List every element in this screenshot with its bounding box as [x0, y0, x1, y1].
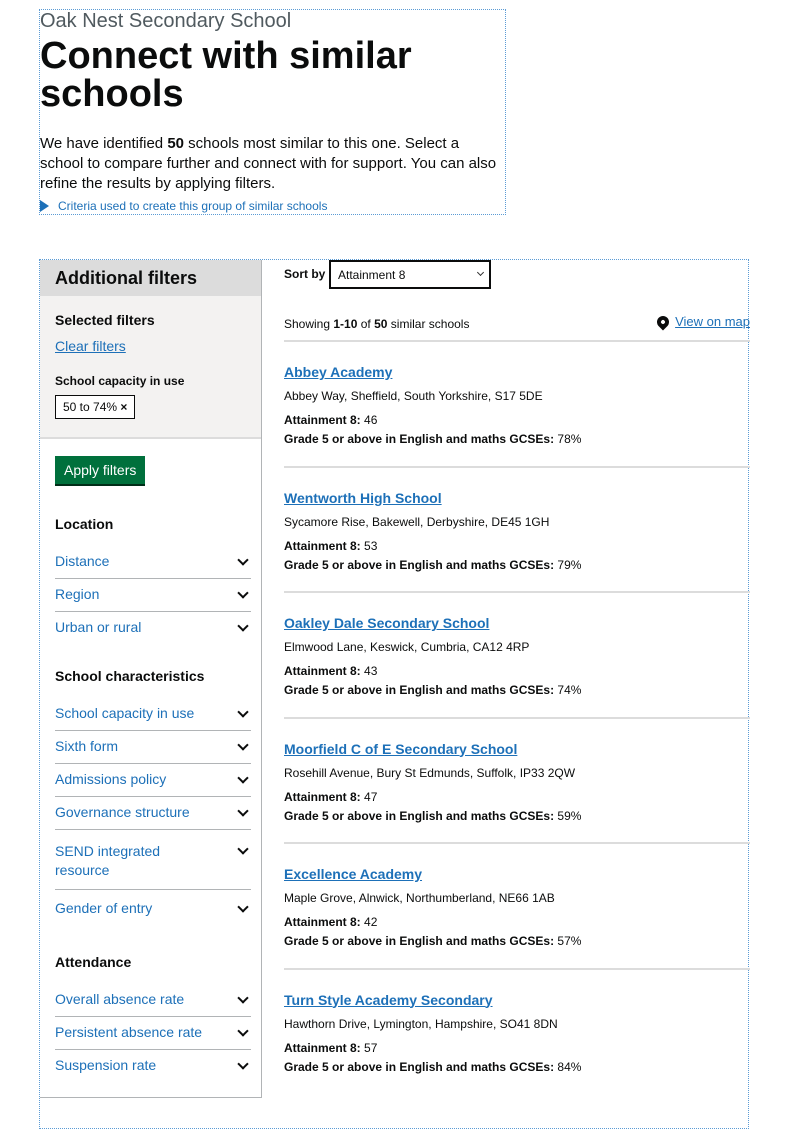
metric-value: 47: [364, 789, 378, 804]
metric-value: 42: [364, 915, 378, 929]
filter-sixth-form[interactable]: [55, 731, 251, 764]
filter-label: Suspension rate: [55, 1057, 157, 1073]
showing-post: similar schools: [387, 317, 470, 331]
filter-region[interactable]: [55, 579, 251, 612]
filter-label: Governance structure: [55, 804, 190, 820]
filter-label: Urban or rural: [55, 619, 142, 635]
triangle-right-icon: [40, 200, 49, 212]
filter-label: Persistent absence rate: [55, 1024, 203, 1040]
results-section: [39, 259, 749, 1129]
school-result: [284, 968, 750, 1094]
filters-title: Additional filters: [40, 260, 261, 296]
filter-label: Region: [55, 586, 100, 602]
intro-text: [40, 134, 505, 194]
filter-send[interactable]: [55, 830, 251, 890]
intro-count: 50: [167, 135, 184, 152]
filter-group-location: [55, 516, 251, 644]
chevron-down-icon: [237, 706, 248, 717]
filters-sidebar: [40, 260, 262, 1098]
filter-label: Overall absence rate: [55, 991, 185, 1007]
view-on-map[interactable]: [657, 314, 750, 329]
page-title: Connect with similar schools: [40, 35, 412, 115]
chevron-down-icon: [237, 901, 248, 912]
chevron-down-icon: [237, 587, 248, 598]
attainment-8: [284, 662, 750, 681]
chevron-down-icon: [237, 805, 248, 816]
school-result: [284, 466, 750, 592]
metric-label: Attainment 8:: [284, 538, 361, 553]
filter-label: Admissions policy: [55, 771, 167, 787]
school-list: [284, 340, 750, 1093]
metric-label: Grade 5 or above in English and maths GCSEs:: [284, 934, 555, 948]
view-on-map-link[interactable]: View on map: [675, 314, 750, 329]
school-name-link[interactable]: Abbey Academy: [284, 364, 393, 380]
chevron-down-icon: [237, 739, 248, 750]
metric-label: Grade 5 or above in English and maths GCSEs:: [284, 683, 555, 697]
filter-group-heading: Attendance: [55, 954, 132, 970]
showing-range: 1-10: [333, 317, 358, 331]
chevron-down-icon: [237, 620, 248, 631]
metric-label: Grade 5 or above in English and maths GCSEs:: [284, 1059, 555, 1074]
school-address: Sycamore Rise, Bakewell, Derbyshire, DE45 1GH: [284, 514, 550, 529]
metric-value: 78%: [557, 432, 582, 446]
attainment-8: [284, 788, 750, 807]
school-address: Rosehill Avenue, Bury St Edmunds, Suffolk, IP33 2QW: [284, 765, 576, 780]
attainment-8: [284, 411, 750, 430]
filter-persistent-absence[interactable]: [55, 1017, 251, 1050]
results-count: [284, 317, 469, 331]
selected-filters-heading: Selected filters: [55, 312, 155, 328]
metric-label: Attainment 8:: [284, 789, 361, 804]
metric-label: Attainment 8:: [284, 413, 361, 427]
filter-urban-rural[interactable]: [55, 612, 251, 644]
sort-label: Sort by: [284, 267, 326, 281]
filter-governance[interactable]: [55, 797, 251, 830]
filter-label: School capacity in use: [55, 705, 195, 721]
intro-pre: We have identified: [40, 135, 168, 152]
metric-value: 79%: [557, 557, 582, 572]
gcse-grade5: [284, 1058, 750, 1077]
school-address: Maple Grove, Alnwick, Northumberland, NE66 1AB: [284, 891, 555, 905]
school-name-link[interactable]: Turn Style Academy Secondary: [284, 991, 493, 1008]
filter-group-heading: Location: [55, 516, 114, 532]
filter-label: SEND integrated resource: [55, 843, 161, 878]
page-header: [39, 9, 506, 215]
school-caption: Oak Nest Secondary School: [40, 10, 292, 32]
school-address: Elmwood Lane, Keswick, Cumbria, CA12 4RP: [284, 640, 530, 654]
sort-value: Attainment 8: [338, 268, 406, 282]
apply-filters-button[interactable]: Apply filters: [55, 456, 145, 484]
chevron-down-icon: [237, 1058, 248, 1069]
chevron-down-icon: [477, 269, 484, 276]
attainment-8: [284, 1039, 750, 1058]
criteria-details-toggle[interactable]: [40, 199, 327, 213]
chevron-down-icon: [237, 1025, 248, 1036]
filter-distance[interactable]: [55, 546, 251, 579]
school-name-link[interactable]: Excellence Academy: [284, 866, 423, 882]
filter-admissions[interactable]: [55, 764, 251, 797]
metric-value: 84%: [557, 1059, 582, 1074]
filter-group-attendance: [55, 954, 251, 1082]
filter-group-characteristics: [55, 668, 251, 925]
gcse-grade5: [284, 556, 750, 575]
chevron-down-icon: [237, 554, 248, 565]
metric-value: 57: [364, 1040, 378, 1055]
metric-value: 59%: [557, 808, 582, 823]
attainment-8: [284, 913, 750, 932]
metric-value: 46: [364, 413, 378, 427]
school-name-link[interactable]: Wentworth High School: [284, 489, 442, 506]
tag-label: 50 to 74%: [63, 400, 118, 414]
filter-suspension[interactable]: [55, 1050, 251, 1082]
filter-label: Sixth form: [55, 738, 119, 754]
metric-label: Grade 5 or above in English and maths GCSEs:: [284, 557, 555, 572]
school-name-link[interactable]: Moorfield C of E Secondary School: [284, 740, 518, 757]
metric-value: 74%: [557, 683, 582, 697]
metric-label: Attainment 8:: [284, 664, 361, 678]
map-pin-icon: [655, 313, 672, 330]
chevron-down-icon: [237, 843, 248, 854]
filter-label: Distance: [55, 553, 110, 569]
filter-capacity[interactable]: [55, 698, 251, 731]
selected-filter-tag[interactable]: [55, 395, 135, 419]
school-name-link[interactable]: Oakley Dale Secondary School: [284, 615, 490, 631]
metric-label: Attainment 8:: [284, 1040, 361, 1055]
gcse-grade5: [284, 807, 750, 826]
criteria-details-label: Criteria used to create this group of similar schools: [58, 199, 328, 213]
intro-post: schools most similar to this one. Select a school to compare further and connect with for support. You can also refine the results by applying filters.: [40, 135, 497, 192]
school-result: [284, 717, 750, 843]
close-icon: ×: [120, 400, 128, 414]
showing-of: of: [357, 317, 375, 331]
school-result: [284, 591, 750, 717]
selected-filters: [40, 296, 261, 439]
filter-gender[interactable]: [55, 890, 251, 925]
school-result: [284, 842, 750, 968]
selected-group-heading: School capacity in use: [55, 374, 185, 388]
sort-select[interactable]: [329, 260, 491, 289]
metric-label: Grade 5 or above in English and maths GCSEs:: [284, 432, 555, 446]
school-address: Abbey Way, Sheffield, South Yorkshire, S17 5DE: [284, 389, 543, 403]
filter-overall-absence[interactable]: [55, 984, 251, 1017]
showing-pre: Showing: [284, 317, 334, 331]
metric-value: 57%: [557, 934, 582, 948]
metric-label: Grade 5 or above in English and maths GCSEs:: [284, 808, 555, 823]
metric-label: Attainment 8:: [284, 915, 361, 929]
chevron-down-icon: [237, 992, 248, 1003]
gcse-grade5: [284, 430, 750, 449]
gcse-grade5: [284, 932, 750, 951]
metric-value: 43: [364, 664, 378, 678]
chevron-down-icon: [237, 772, 248, 783]
clear-filters-link[interactable]: Clear filters: [55, 338, 126, 354]
attainment-8: [284, 537, 750, 556]
school-address: Hawthorn Drive, Lymington, Hampshire, SO41 8DN: [284, 1016, 558, 1031]
filter-group-heading: School characteristics: [55, 668, 205, 684]
gcse-grade5: [284, 681, 750, 700]
school-result: [284, 340, 750, 466]
metric-value: 53: [364, 538, 378, 553]
filter-label: Gender of entry: [55, 900, 153, 916]
showing-total: 50: [374, 317, 388, 331]
